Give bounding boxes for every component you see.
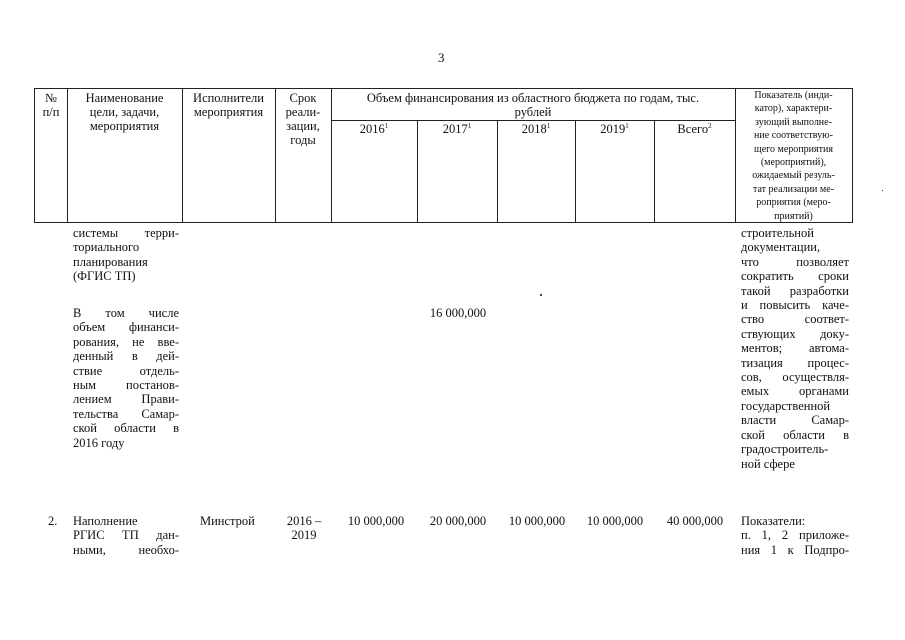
page-number: 3 [438,50,445,65]
row2-indicator: Показатели: п. 1, 2 приложе- ния 1 к Подпро- [741,514,849,557]
continuation-including: В том числе объем финанси- рования, не вве- денный в дей- ствие отдель- ным постанов- лением Прави- тельства Самар- ской области в 2016 году [73,306,179,450]
header-total: Всего$^2$ [677,121,712,136]
header-number: № п/п [42,91,60,119]
row2-term: 2016 – 2019 [286,514,322,543]
row2-number: 2. [48,514,58,528]
col-border [852,88,853,223]
header-indicator: Показатель (инди- катор), характери- зующий выполне- ние соответствую- щего мероприятия (мероприятий), ожидаемый резуль- тат реализации ме- роприятия (меро- приятий) [752,90,835,222]
row2-name: Наполнение РГИС ТП дан- ными, необхо- [73,514,179,557]
amount-2017: 16 000,000 [429,306,487,320]
header-bottom-border [34,222,852,223]
row2-value-2018: 10 000,000 [508,514,566,528]
header-year-2016: 2016$^1$ [359,121,389,136]
scan-speck [540,294,542,296]
header-top-border [34,88,852,89]
header-term: Срок реали- зации, годы [285,91,321,147]
header-name: Наименование цели, задачи, мероприятия [85,91,164,133]
row2-value-total: 40 000,000 [666,514,724,528]
header-year-2019: 2019$^1$ [600,121,629,136]
continuation-indicator: строительной документации, что позволяет сократить сроки такой разработки и повысить каче- ство соответ- ствующих доку- ментов; автома- тизация процес- сов, осуществля- емых органами государственной власти Самар- ской области в градостроитель- ной сфере [741,226,849,471]
header-year-2017: 2017$^1$ [442,121,472,136]
scan-speck [882,190,883,191]
row2-value-2019: 10 000,000 [586,514,644,528]
header-funding-group: Объем финансирования из областного бюджета по годам, тыс. рублей [366,91,700,119]
header-year-divider [331,120,735,121]
row2-value-2017: 20 000,000 [429,514,487,528]
header-year-2018: 2018$^1$ [521,121,551,136]
row2-value-2016: 10 000,000 [347,514,405,528]
header-executors: Исполнители мероприятия [193,91,264,119]
row2-executor: Минстрой [200,514,255,528]
continuation-name: системы терри- ториального планирования (ФГИС ТП) [73,226,179,284]
